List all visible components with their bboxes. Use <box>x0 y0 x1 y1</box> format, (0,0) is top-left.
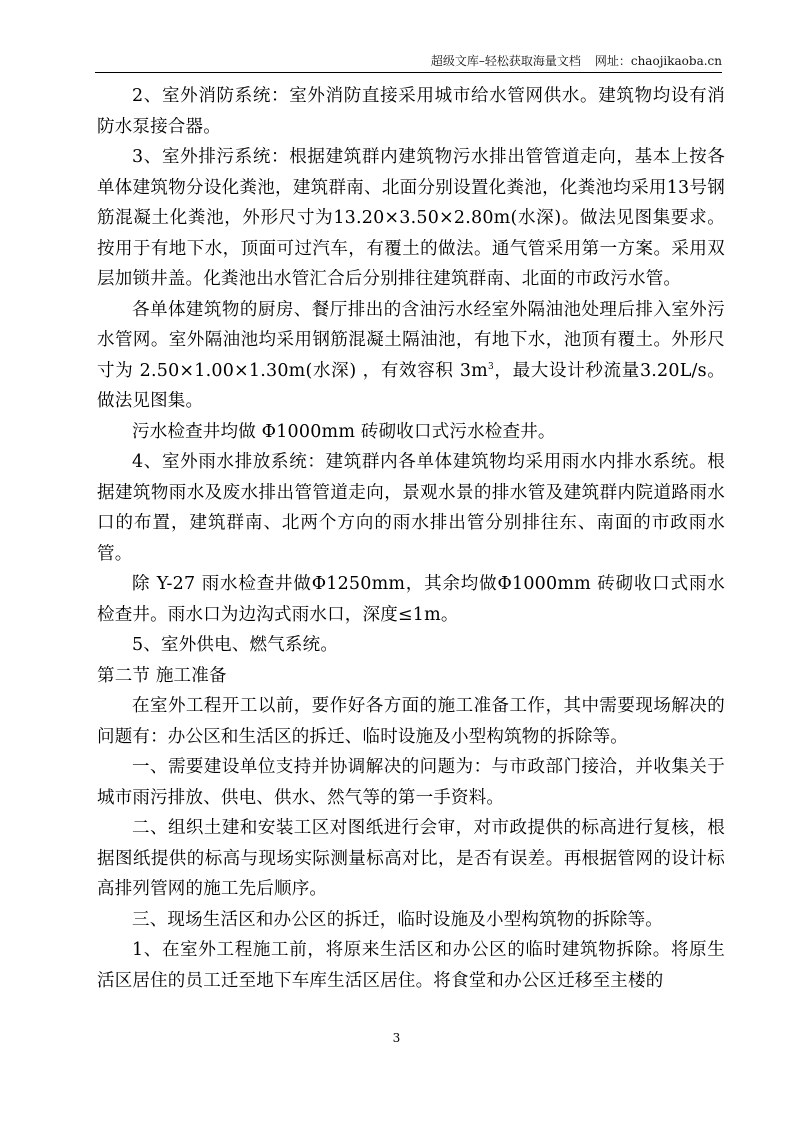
header-url-label: 网址： <box>594 54 631 68</box>
paragraph-rainwater-system: 4、室外雨水排放系统：建筑群内各单体建筑物均采用雨水内排水系统。根据建筑物雨水及废水排出管管道走向，景观水景的排水管及建筑群内院道路雨水口的布置，建筑群南、北两个方向的雨水排出管分别排往东、南面的市政雨水管。 <box>97 452 725 564</box>
paragraph-prep-item-3: 三、现场生活区和办公区的拆迁，临时设施及小型构筑物的拆除等。 <box>132 909 663 930</box>
paragraph-grease-trap <box>97 295 725 417</box>
grease-trap-text-b: ，最大设计秒流量3.20L/s。做法见图集。 <box>97 360 725 411</box>
grease-trap-text-a: 各单体建筑物的厨房、餐厅排出的含油污水经室外隔油池处理后排入室外污水管网。室外隔油池均采用钢筋混凝土隔油池，有地下水，池顶有覆土。外形尺寸为 2.50×1.00×1.30m(水深) ，有效容积 3m <box>97 299 725 381</box>
paragraph-prep-intro: 在室外工程开工以前，要作好各方面的施工准备工作，其中需要现场解决的问题有：办公区和生活区的拆迁、临时设施及小型构筑物的拆除等。 <box>97 696 725 747</box>
superscript-cubic: 3 <box>487 361 494 372</box>
page-number: 3 <box>392 1031 401 1045</box>
paragraph-prep-sub-1: 1、在室外工程施工前，将原来生活区和办公区的临时建筑物拆除。将原生活区居住的员工迁至地下车库生活区居住。将食堂和办公区迁移至主楼的 <box>97 940 725 991</box>
page-header <box>95 52 722 73</box>
paragraph-rain-manhole: 除 Y-27 雨水检查井做Φ1250mm，其余均做Φ1000mm 砖砌收口式雨水检查井。雨水口为边沟式雨水口，深度≤1m。 <box>97 574 725 625</box>
document-body <box>97 81 725 996</box>
paragraph-prep-item-1: 一、需要建设单位支持并协调解决的问题为：与市政部门接洽，并收集关于城市雨污排放、供电、供水、然气等的第一手资料。 <box>97 757 725 808</box>
paragraph-fire-system: 2、室外消防系统：室外消防直接采用城市给水管网供水。建筑物均设有消防水泵接合器。 <box>97 86 725 137</box>
section-heading: 第二节 施工准备 <box>97 665 227 686</box>
paragraph-power-gas: 5、室外供电、燃气系统。 <box>132 635 339 655</box>
paragraph-sewage-system: 3、室外排污系统：根据建筑群内建筑物污水排出管管道走向，基本上按各单体建筑物分设化粪池，建筑群南、北面分别设置化粪池，化粪池均采用13号钢筋混凝土化粪池，外形尺寸为13.20×3.50×2.80m(水深)。做法见图集要求。按用于有地下水，顶面可过汽车，有覆土的做法。通气管采用第一方案。采用双层加锁井盖。化粪池出水管汇合后分别排往建筑群南、北面的市政污水管。 <box>97 147 725 289</box>
paragraph-sewage-manhole: 污水检查井均做 Φ1000mm 砖砌收口式污水检查井。 <box>132 421 556 442</box>
paragraph-prep-item-2: 二、组织土建和安装工区对图纸进行会审，对市政提供的标高进行复核，根据图纸提供的标高与现场实际测量标高对比，是否有误差。再根据管网的设计标高排列管网的施工先后顺序。 <box>97 818 725 899</box>
header-site-name: 超级文库–轻松获取海量文档 <box>430 54 581 68</box>
header-url: chaojikaoba.cn <box>630 54 722 68</box>
